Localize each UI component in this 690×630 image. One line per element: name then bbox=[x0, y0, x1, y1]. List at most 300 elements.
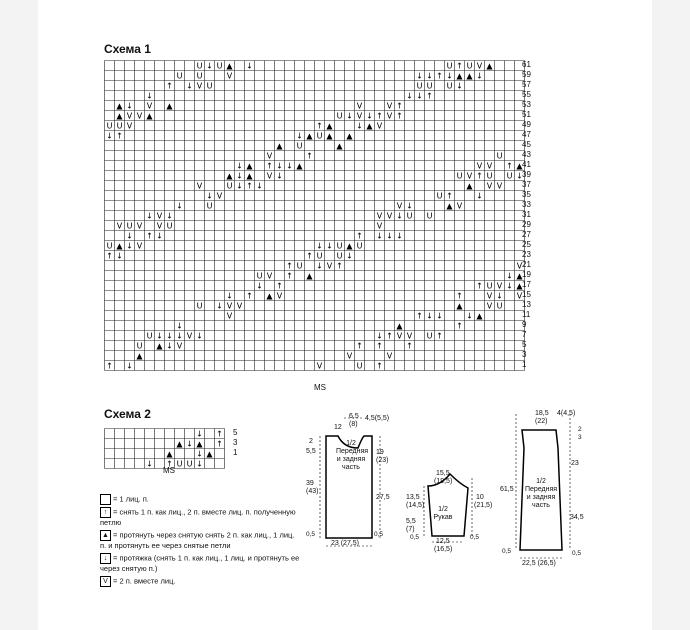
row-number: 27 bbox=[522, 230, 531, 239]
row-number: 25 bbox=[522, 240, 531, 249]
stitch-symbol: V bbox=[266, 171, 273, 181]
stitch-symbol: ↓ bbox=[416, 91, 423, 101]
stitch-symbol: V bbox=[386, 101, 393, 111]
stitch-symbol: ↓ bbox=[116, 251, 123, 261]
stitch-symbol: ↑ bbox=[116, 131, 123, 141]
stitch-symbol: U bbox=[296, 141, 303, 151]
row-number: 3 bbox=[522, 350, 527, 359]
stitch-symbol: ▲ bbox=[326, 131, 333, 141]
dim-dress-right-1: 23 bbox=[571, 460, 579, 467]
stitch-symbol: U bbox=[466, 61, 473, 71]
stitch-symbol: ▲ bbox=[346, 131, 353, 141]
dim-dress-right-mid: 34,5 bbox=[570, 514, 584, 521]
scheme2-ms-label: MS bbox=[163, 466, 175, 475]
dim-body-left-mid-sub: (43) bbox=[306, 488, 319, 495]
row-number: 45 bbox=[522, 140, 531, 149]
stitch-symbol: ↓ bbox=[396, 231, 403, 241]
stitch-symbol: U bbox=[486, 171, 493, 181]
stitch-symbol: ▲ bbox=[206, 449, 213, 459]
stitch-symbol: ↓ bbox=[156, 231, 163, 241]
stitch-symbol: V bbox=[376, 211, 383, 221]
stitch-symbol: V bbox=[186, 331, 193, 341]
dim-sleeve-top-sub: (19,5) bbox=[434, 478, 453, 485]
dim-dress-side-2: 3 bbox=[578, 434, 582, 441]
stitch-symbol: U bbox=[496, 151, 503, 161]
stitch-symbol: ↓ bbox=[166, 331, 173, 341]
stitch-symbol: ↓ bbox=[236, 171, 243, 181]
stitch-symbol: ↑ bbox=[246, 291, 253, 301]
stitch-symbol: ↑ bbox=[386, 331, 393, 341]
stitch-symbol: ↓ bbox=[146, 211, 153, 221]
stitch-symbol: V bbox=[276, 291, 283, 301]
stitch-symbol: U bbox=[216, 61, 223, 71]
stitch-symbol: V bbox=[396, 201, 403, 211]
stitch-symbol: V bbox=[356, 111, 363, 121]
stitch-symbol: ↑ bbox=[476, 281, 483, 291]
stitch-symbol: ↑ bbox=[266, 161, 273, 171]
stitch-symbol: V bbox=[156, 221, 163, 231]
stitch-symbol: ↓ bbox=[176, 201, 183, 211]
dim-sleeve-left-mid: 5,5 bbox=[406, 518, 416, 525]
stitch-symbol: ↑ bbox=[406, 341, 413, 351]
dim-body-right-1-sub: (23) bbox=[376, 457, 389, 464]
stitch-symbol: ↓ bbox=[216, 301, 223, 311]
stitch-symbol: V bbox=[516, 261, 523, 271]
stitch-symbol: ↓ bbox=[196, 459, 203, 469]
stitch-symbol: U bbox=[316, 131, 323, 141]
stitch-symbol: ↑ bbox=[456, 61, 463, 71]
stitch-symbol: V bbox=[266, 151, 273, 161]
dim-dress-top: 18,5 bbox=[535, 410, 549, 417]
stitch-symbol: U bbox=[486, 281, 493, 291]
stitch-symbol: U bbox=[166, 221, 173, 231]
stitch-symbol: ↑ bbox=[286, 261, 293, 271]
stitch-symbol: ↓ bbox=[506, 281, 513, 291]
stitch-symbol: V bbox=[476, 161, 483, 171]
stitch-symbol: ↓ bbox=[186, 439, 193, 449]
stitch-symbol: V bbox=[236, 301, 243, 311]
stitch-symbol: ↓ bbox=[456, 81, 463, 91]
stitch-symbol: V bbox=[136, 241, 143, 251]
legend bbox=[100, 494, 300, 589]
dim-body-top-neck: 6,5 bbox=[349, 413, 359, 420]
empty-square-icon bbox=[100, 494, 111, 505]
stitch-symbol: ↓ bbox=[316, 241, 323, 251]
row-number: 23 bbox=[522, 250, 531, 259]
row-number: 57 bbox=[522, 80, 531, 89]
dim-body-bottom-right: 0,5 bbox=[374, 531, 384, 538]
stitch-symbol: ↓ bbox=[466, 311, 473, 321]
stitch-symbol: V bbox=[376, 121, 383, 131]
stitch-symbol: V bbox=[406, 331, 413, 341]
stitch-symbol: ↓ bbox=[196, 449, 203, 459]
stitch-symbol: U bbox=[146, 331, 153, 341]
stitch-symbol: ▲ bbox=[346, 241, 353, 251]
row-number: 1 bbox=[522, 360, 527, 369]
stitch-symbol: V bbox=[376, 221, 383, 231]
stitch-symbol: ▲ bbox=[166, 101, 173, 111]
stitch-symbol: ▲ bbox=[516, 161, 523, 171]
stitch-symbol: V bbox=[386, 111, 393, 121]
dim-sleeve-left-bottom: 0,5 bbox=[410, 534, 420, 541]
dim-sleeve-top: 15,5 bbox=[436, 470, 450, 477]
stitch-symbol: ↑ bbox=[286, 271, 293, 281]
stitch-symbol: ▲ bbox=[466, 71, 473, 81]
stitch-symbol: ↓ bbox=[106, 131, 113, 141]
row-number: 17 bbox=[522, 280, 531, 289]
row-number: 41 bbox=[522, 160, 531, 169]
legend-item-k2tog: V = 2 п. вместе лиц. bbox=[100, 576, 300, 587]
stitch-symbol: U bbox=[206, 201, 213, 211]
dim-body-right-mid: 27,5 bbox=[376, 494, 390, 501]
stitch-symbol: V bbox=[386, 211, 393, 221]
stitch-grid bbox=[104, 60, 526, 372]
stitch-symbol: ↑ bbox=[146, 231, 153, 241]
stitch-symbol: U bbox=[196, 61, 203, 71]
stitch-symbol: U bbox=[226, 181, 233, 191]
legend-item-ssk: ↓ = протяжка (снять 1 п. как лиц., 1 лиц. и протянуть ее через снятую п.) bbox=[100, 553, 300, 573]
stitch-symbol: U bbox=[256, 271, 263, 281]
stitch-symbol: ↑ bbox=[376, 361, 383, 371]
stitch-symbol: U bbox=[106, 121, 113, 131]
stitch-symbol: ▲ bbox=[176, 439, 183, 449]
stitch-symbol: ↓ bbox=[206, 191, 213, 201]
row-number: 5 bbox=[233, 428, 238, 437]
row-number: 5 bbox=[522, 340, 527, 349]
dim-dress-top-right: 4(4,5) bbox=[557, 410, 576, 417]
stitch-symbol: ↑ bbox=[246, 181, 253, 191]
stitch-symbol: V bbox=[386, 351, 393, 361]
stitch-symbol: ↓ bbox=[196, 331, 203, 341]
dim-body-bottom: 23 (27,5) bbox=[331, 540, 360, 547]
stitch-symbol: ▲ bbox=[166, 449, 173, 459]
stitch-symbol: ▲ bbox=[366, 121, 373, 131]
dim-body-bottom-left: 0,5 bbox=[306, 531, 316, 538]
stitch-symbol: V bbox=[176, 341, 183, 351]
row-number: 13 bbox=[522, 300, 531, 309]
dim-sleeve-right-bottom: 0,5 bbox=[470, 534, 480, 541]
stitch-symbol: ↓ bbox=[236, 161, 243, 171]
up-arrow-box-icon: ↑ bbox=[100, 507, 111, 518]
stitch-symbol: V bbox=[466, 171, 473, 181]
stitch-symbol: ↓ bbox=[476, 71, 483, 81]
stitch-symbol: ▲ bbox=[246, 171, 253, 181]
stitch-symbol: ↓ bbox=[376, 331, 383, 341]
stitch-symbol: ↓ bbox=[436, 311, 443, 321]
row-number: 31 bbox=[522, 210, 531, 219]
row-number: 61 bbox=[522, 60, 531, 69]
row-number: 37 bbox=[522, 180, 531, 189]
body-piece-label: 1/2 Передняя и задняя часть bbox=[336, 440, 369, 471]
row-number: 53 bbox=[522, 100, 531, 109]
dim-dress-bottom-left: 0,5 bbox=[502, 548, 512, 555]
stitch-symbol: V bbox=[226, 311, 233, 321]
stitch-symbol: ▲ bbox=[276, 141, 283, 151]
stitch-symbol: U bbox=[176, 71, 183, 81]
row-number: 55 bbox=[522, 90, 531, 99]
stitch-symbol: ↓ bbox=[316, 261, 323, 271]
stitch-symbol: ↓ bbox=[346, 111, 353, 121]
stitch-symbol: V bbox=[216, 191, 223, 201]
stitch-symbol: ↑ bbox=[356, 341, 363, 351]
stitch-symbol: ↑ bbox=[426, 91, 433, 101]
stitch-symbol: ↑ bbox=[276, 281, 283, 291]
row-number: 47 bbox=[522, 130, 531, 139]
stitch-symbol: U bbox=[196, 71, 203, 81]
stitch-symbol: ↑ bbox=[376, 341, 383, 351]
stitch-symbol: ▲ bbox=[396, 321, 403, 331]
stitch-symbol: ↑ bbox=[306, 251, 313, 261]
row-number: 21 bbox=[522, 260, 531, 269]
stitch-symbol: V bbox=[126, 121, 133, 131]
stitch-symbol: ↑ bbox=[396, 111, 403, 121]
dim-body-left-2: 2 bbox=[309, 438, 313, 445]
stitch-symbol: U bbox=[176, 459, 183, 469]
stitch-symbol: V bbox=[356, 101, 363, 111]
row-number: 7 bbox=[522, 330, 527, 339]
scheme1-chart bbox=[104, 60, 526, 377]
stitch-symbol: ↓ bbox=[276, 161, 283, 171]
row-number: 15 bbox=[522, 290, 531, 299]
stitch-symbol: ↓ bbox=[146, 91, 153, 101]
stitch-symbol: U bbox=[116, 121, 123, 131]
stitch-symbol: V bbox=[116, 221, 123, 231]
stitch-symbol: U bbox=[446, 81, 453, 91]
stitch-symbol: U bbox=[446, 61, 453, 71]
stitch-symbol: ↑ bbox=[396, 101, 403, 111]
down-arrow-box-icon: ↓ bbox=[100, 553, 111, 564]
dim-sleeve-left-top: 13,5 bbox=[406, 494, 420, 501]
stitch-symbol: ▲ bbox=[446, 201, 453, 211]
row-number: 49 bbox=[522, 120, 531, 129]
stitch-symbol: ▲ bbox=[516, 281, 523, 291]
stitch-symbol: ↓ bbox=[186, 81, 193, 91]
stitch-symbol: ↓ bbox=[286, 161, 293, 171]
stitch-symbol: ↑ bbox=[446, 191, 453, 201]
row-number: 33 bbox=[522, 200, 531, 209]
stitch-symbol: ↓ bbox=[416, 71, 423, 81]
stitch-symbol: ↓ bbox=[366, 111, 373, 121]
stitch-symbol: ↑ bbox=[166, 81, 173, 91]
stitch-symbol: V bbox=[226, 71, 233, 81]
stitch-symbol: ↑ bbox=[436, 71, 443, 81]
stitch-symbol: ▲ bbox=[456, 71, 463, 81]
stitch-symbol: U bbox=[506, 171, 513, 181]
stitch-symbol: ↓ bbox=[146, 459, 153, 469]
stitch-symbol: ↓ bbox=[176, 321, 183, 331]
stitch-symbol: ↑ bbox=[106, 251, 113, 261]
stitch-symbol: ↓ bbox=[406, 91, 413, 101]
scheme1-row-numbers bbox=[522, 60, 531, 370]
stitch-symbol: ▲ bbox=[246, 161, 253, 171]
stitch-symbol: ▲ bbox=[116, 111, 123, 121]
stitch-symbol: V bbox=[456, 201, 463, 211]
stitch-symbol: ↓ bbox=[166, 211, 173, 221]
stitch-symbol: U bbox=[436, 191, 443, 201]
stitch-symbol: V bbox=[326, 261, 333, 271]
stitch-grid bbox=[104, 428, 226, 470]
dim-body-top-neck-sub: (8) bbox=[349, 421, 358, 428]
stitch-symbol: V bbox=[486, 301, 493, 311]
stitch-symbol: ▲ bbox=[146, 111, 153, 121]
stitch-symbol: ↓ bbox=[276, 171, 283, 181]
dim-dress-side-1: 2 bbox=[578, 426, 582, 433]
stitch-symbol: V bbox=[496, 181, 503, 191]
stitch-symbol: V bbox=[196, 181, 203, 191]
stitch-symbol: V bbox=[316, 361, 323, 371]
stitch-symbol: V bbox=[486, 181, 493, 191]
stitch-symbol: U bbox=[296, 261, 303, 271]
stitch-symbol: U bbox=[416, 81, 423, 91]
stitch-symbol: U bbox=[206, 81, 213, 91]
stitch-symbol: U bbox=[426, 331, 433, 341]
sleeve-piece-label: 1/2 Рукав bbox=[433, 506, 453, 521]
stitch-symbol: U bbox=[456, 171, 463, 181]
stitch-symbol: ▲ bbox=[156, 341, 163, 351]
dress-piece-label: 1/2 Передняя и задняя часть bbox=[524, 478, 558, 509]
stitch-symbol: ↑ bbox=[416, 311, 423, 321]
row-number: 43 bbox=[522, 150, 531, 159]
stitch-symbol: ↓ bbox=[176, 331, 183, 341]
stitch-symbol: V bbox=[496, 281, 503, 291]
stitch-symbol: ↓ bbox=[256, 281, 263, 291]
stitch-symbol: ▲ bbox=[456, 301, 463, 311]
stitch-symbol: ↑ bbox=[376, 111, 383, 121]
dim-body-shoulder: 4,5(5,5) bbox=[365, 415, 390, 422]
stitch-symbol: U bbox=[106, 241, 113, 251]
stitch-symbol: V bbox=[156, 211, 163, 221]
dim-dress-bottom-right: 0,5 bbox=[572, 550, 582, 557]
dim-sleeve-left-top-sub: (14,5) bbox=[406, 502, 425, 509]
stitch-symbol: ▲ bbox=[116, 241, 123, 251]
stitch-symbol: ↓ bbox=[406, 201, 413, 211]
stitch-symbol: ▲ bbox=[516, 271, 523, 281]
row-number: 19 bbox=[522, 270, 531, 279]
stitch-symbol: V bbox=[226, 301, 233, 311]
stitch-symbol: ▲ bbox=[226, 61, 233, 71]
stitch-symbol: ↑ bbox=[306, 151, 313, 161]
stitch-symbol: V bbox=[516, 291, 523, 301]
scheme2-row-numbers bbox=[233, 428, 237, 458]
stitch-symbol: U bbox=[426, 81, 433, 91]
stitch-symbol: U bbox=[406, 211, 413, 221]
stitch-symbol: V bbox=[486, 291, 493, 301]
triangle-box-icon: ▲ bbox=[100, 530, 111, 541]
stitch-symbol: U bbox=[126, 221, 133, 231]
stitch-symbol: ↑ bbox=[106, 361, 113, 371]
dim-sleeve-left-mid-sub: (7) bbox=[406, 526, 415, 533]
stitch-symbol: ↑ bbox=[436, 331, 443, 341]
stitch-symbol: U bbox=[196, 301, 203, 311]
stitch-symbol: ↑ bbox=[356, 231, 363, 241]
row-number: 1 bbox=[233, 448, 238, 457]
dim-body-right-1: 19 bbox=[376, 449, 384, 456]
scheme1-title: Схема 1 bbox=[104, 42, 151, 56]
scheme1-ms-label: MS bbox=[314, 383, 326, 392]
stitch-symbol: ↓ bbox=[156, 331, 163, 341]
row-number: 35 bbox=[522, 190, 531, 199]
legend-item-cdd: ▲ = протянуть через снятую снять 2 п. как лиц., 1 лиц. п. и протянуть ее через снятые петли bbox=[100, 530, 295, 550]
stitch-symbol: V bbox=[146, 101, 153, 111]
stitch-symbol: ↓ bbox=[376, 231, 383, 241]
stitch-symbol: ↓ bbox=[506, 271, 513, 281]
row-number: 59 bbox=[522, 70, 531, 79]
row-number: 51 bbox=[522, 110, 531, 119]
dim-dress-bottom: 22,5 (26,5) bbox=[522, 560, 556, 567]
stitch-symbol: U bbox=[316, 251, 323, 261]
stitch-symbol: ▲ bbox=[266, 291, 273, 301]
legend-item-knit: = 1 лиц. п. bbox=[100, 494, 300, 505]
stitch-symbol: ↑ bbox=[216, 429, 223, 439]
stitch-symbol: ▲ bbox=[486, 61, 493, 71]
stitch-symbol: U bbox=[336, 251, 343, 261]
dim-sleeve-right: 10 bbox=[476, 494, 484, 501]
dim-body-left-3: 5,5 bbox=[306, 448, 316, 455]
stitch-symbol: ↓ bbox=[426, 71, 433, 81]
row-number: 39 bbox=[522, 170, 531, 179]
stitch-symbol: ↑ bbox=[476, 171, 483, 181]
stitch-symbol: ↓ bbox=[126, 101, 133, 111]
stitch-symbol: ↓ bbox=[426, 311, 433, 321]
stitch-symbol: ▲ bbox=[296, 161, 303, 171]
stitch-symbol: ↓ bbox=[496, 291, 503, 301]
stitch-symbol: U bbox=[356, 361, 363, 371]
dim-sleeve-right-sub: (21,5) bbox=[474, 502, 493, 509]
stitch-symbol: ↓ bbox=[206, 61, 213, 71]
stitch-symbol: ↓ bbox=[126, 231, 133, 241]
stitch-symbol: ↑ bbox=[216, 439, 223, 449]
stitch-symbol: ↓ bbox=[236, 181, 243, 191]
stitch-symbol: ▲ bbox=[466, 181, 473, 191]
stitch-symbol: ↑ bbox=[316, 121, 323, 131]
stitch-symbol: ▲ bbox=[306, 271, 313, 281]
row-number: 11 bbox=[522, 310, 531, 319]
stitch-symbol: V bbox=[136, 221, 143, 231]
stitch-symbol: U bbox=[356, 241, 363, 251]
dim-body-left-top: 12 bbox=[334, 424, 342, 431]
stitch-symbol: ↓ bbox=[476, 191, 483, 201]
stitch-symbol: V bbox=[136, 111, 143, 121]
stitch-symbol: ↓ bbox=[126, 241, 133, 251]
stitch-symbol: V bbox=[396, 331, 403, 341]
stitch-symbol: ↓ bbox=[446, 71, 453, 81]
stitch-symbol: ↓ bbox=[326, 241, 333, 251]
stitch-symbol: ↓ bbox=[196, 429, 203, 439]
stitch-symbol: ↓ bbox=[356, 121, 363, 131]
stitch-symbol: ↑ bbox=[166, 459, 173, 469]
stitch-symbol: ↓ bbox=[246, 61, 253, 71]
stitch-symbol: U bbox=[336, 241, 343, 251]
stitch-symbol: V bbox=[346, 351, 353, 361]
stitch-symbol: ↑ bbox=[456, 291, 463, 301]
stitch-symbol: ↑ bbox=[506, 161, 513, 171]
stitch-symbol: ▲ bbox=[136, 351, 143, 361]
stitch-symbol: ↓ bbox=[256, 181, 263, 191]
stitch-symbol: U bbox=[136, 341, 143, 351]
dim-body-left-mid: 39 bbox=[306, 480, 314, 487]
stitch-symbol: ↑ bbox=[456, 321, 463, 331]
stitch-symbol: ▲ bbox=[226, 171, 233, 181]
stitch-symbol: ↓ bbox=[126, 361, 133, 371]
stitch-symbol: U bbox=[336, 111, 343, 121]
stitch-symbol: ↑ bbox=[336, 261, 343, 271]
scheme2-title: Схема 2 bbox=[104, 407, 151, 421]
stitch-symbol: ↓ bbox=[386, 231, 393, 241]
dim-sleeve-bottom: 12,5 bbox=[436, 538, 450, 545]
dim-dress-left-mid: 61,5 bbox=[500, 486, 514, 493]
stitch-symbol: ↓ bbox=[396, 211, 403, 221]
stitch-symbol: ↓ bbox=[166, 341, 173, 351]
